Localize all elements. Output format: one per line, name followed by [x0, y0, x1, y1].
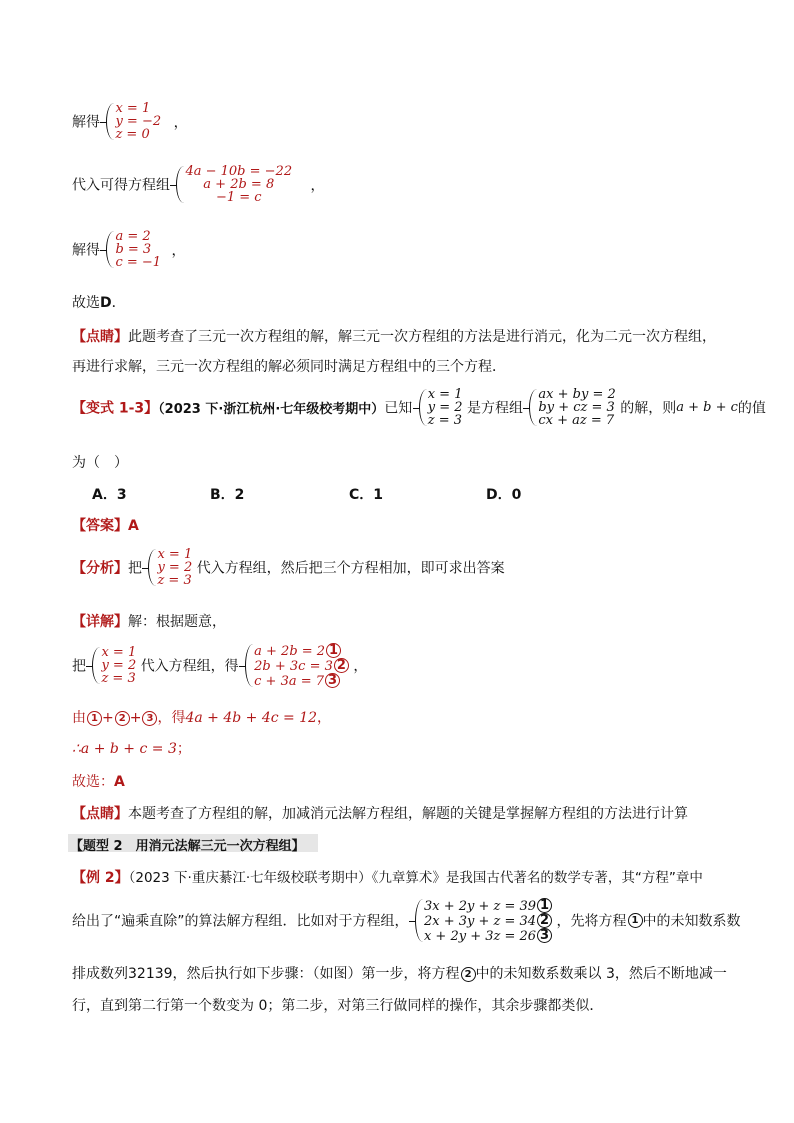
comment-tag: 【点睛】 [72, 806, 128, 822]
system-row: x = 1 [157, 547, 193, 562]
system-row: 4a − 10b = −22 [185, 164, 293, 179]
sum-equation: 4a + 4b + 4c = 12 [185, 710, 318, 726]
circled-number-3: 3 [537, 928, 552, 943]
system-row: y = 2 [101, 658, 137, 673]
sum-mid: ，得 [157, 710, 186, 726]
given-equation-system [527, 388, 615, 427]
sum-end: ， [317, 710, 332, 726]
system-row: z = 3 [101, 671, 136, 686]
circled-number-1: 1 [628, 913, 643, 928]
system-row: z = 3 [427, 413, 462, 428]
circled-number-3: 3 [325, 673, 340, 688]
sum-pre: 由 [72, 710, 86, 726]
system-row: cx + az = 7 [538, 413, 615, 428]
choice-prefix: 故选 [72, 295, 100, 311]
equation-text: 2x + 3y + z = 34 [423, 914, 537, 929]
option-row [0, 484, 794, 504]
system-row [424, 898, 552, 913]
variant-source: （2023 下·浙江杭州·七年级校考期中） [158, 402, 385, 417]
choice-line-2 [72, 771, 125, 791]
topic-label: 【题型 2 用消元法解三元一次方程组】 [70, 839, 305, 854]
detail-equation-system [243, 643, 349, 688]
detail-line-2 [72, 643, 367, 688]
option-a[interactable]: A．3 [92, 487, 127, 503]
circled-number-2: 2 [334, 658, 349, 673]
circled-number-2: 2 [115, 711, 130, 726]
system-row [254, 673, 349, 688]
example-tag: 【例 2】 [72, 870, 129, 886]
system-row: x = 1 [115, 101, 151, 116]
system-row: y = 2 [157, 560, 193, 575]
comment-text: 此题考查了三元一次方程组的解，解三元一次方程组的方法是进行消元，化为二元一次方程组， [128, 329, 716, 345]
system-row [424, 928, 552, 943]
solution-label: 解得 [72, 242, 100, 259]
plus-sign: + [102, 710, 114, 726]
example-equation-system [413, 898, 552, 943]
example-text: 排成数列32139，然后执行如下步骤：（如图）第一步，将方程 [72, 966, 460, 982]
substitution-system [174, 165, 292, 204]
variant-tag: 【变式 1-3】 [72, 400, 159, 417]
choice-line [72, 292, 126, 312]
system-row: by + cz = 3 [538, 400, 615, 415]
choice-prefix: 故选： [72, 774, 114, 790]
variant-after: 的解，则 [620, 400, 677, 417]
equation-text: 3x + 2y + z = 39 [423, 899, 537, 914]
comment-2-line [72, 803, 688, 823]
choice-value: D [100, 295, 112, 311]
given-solution-system [417, 388, 463, 427]
punctuation: ， [310, 177, 325, 194]
system-row [254, 658, 349, 673]
solution-system [104, 230, 161, 269]
variant-line2: 为（ ） [72, 455, 128, 471]
equation-text: a + 2b = 2 [254, 644, 326, 659]
variant-mid: 是方程组 [466, 400, 523, 417]
system-row: −1 = c [215, 190, 262, 205]
solution-label: 解得 [72, 114, 100, 131]
variant-expression: a + b + c [676, 400, 738, 415]
detail-tag: 【详解】 [72, 614, 128, 630]
example-line-4 [72, 995, 603, 1015]
system-row: y = 2 [427, 400, 463, 415]
analysis-system [146, 548, 192, 587]
example-text: 中的未知数系数 [642, 913, 741, 930]
equation-text: x + 2y + 3z = 26 [423, 929, 537, 944]
example-line-3 [72, 963, 727, 983]
analysis-line [72, 548, 505, 587]
system-row [254, 643, 349, 658]
detail-text: 解：根据题意， [128, 614, 226, 630]
comment-text: 再进行求解，三元一次方程组的解必须同时满足方程组中的三个方程． [72, 359, 506, 375]
answer-value: A [128, 518, 139, 534]
analysis-tag: 【分析】 [72, 560, 128, 577]
therefore-equation: ∴a + b + c = 3 [72, 741, 177, 757]
circled-number-3: 3 [142, 711, 157, 726]
example-line-2 [72, 898, 741, 943]
option-c[interactable]: C．1 [349, 487, 384, 503]
system-row: z = 0 [115, 127, 150, 142]
example-text: 给出了“遍乘直除”的算法解方程组．比如对于方程组， [72, 913, 409, 930]
punctuation: ， [173, 114, 188, 131]
circled-number-1: 1 [537, 898, 552, 913]
variant-known: 已知 [384, 400, 413, 417]
system-row: y = −2 [115, 114, 162, 129]
detail-line-1 [72, 611, 226, 631]
system-row: c = −1 [115, 255, 162, 270]
system-row: x = 1 [101, 645, 137, 660]
example-line-1 [72, 866, 703, 887]
system-row: z = 3 [157, 573, 192, 588]
detail-solution-system [90, 646, 136, 685]
solution-line-xyz [72, 102, 188, 141]
substitution-line [72, 165, 325, 204]
therefore-end: ； [176, 741, 191, 757]
equation-text: 2b + 3c = 3 [254, 659, 333, 674]
system-row: a + 2b = 8 [203, 177, 275, 192]
circled-number-2: 2 [537, 913, 552, 928]
analysis-post: 代入方程组，然后把三个方程相加，即可求出答案 [196, 560, 505, 577]
comment-line-1 [72, 326, 716, 346]
plus-sign: + [129, 710, 142, 726]
answer-tag: 【答案】 [72, 518, 128, 534]
system-row: x = 1 [427, 387, 463, 402]
punctuation: ， [171, 242, 186, 259]
equation-text: c + 3a = 7 [254, 674, 325, 689]
option-d[interactable]: D．0 [486, 487, 522, 503]
circled-number-1: 1 [326, 643, 341, 658]
sum-line [72, 707, 331, 727]
solution-line-abc [72, 230, 186, 269]
choice-suffix: ． [111, 295, 126, 311]
example-text: ，先将方程 [556, 913, 627, 930]
circled-number-1: 1 [87, 711, 102, 726]
answer-line [72, 515, 139, 535]
analysis-pre: 把 [128, 560, 142, 577]
example-text: 中的未知数系数乘以 3，然后不断地减一 [475, 966, 727, 982]
system-row: a = 2 [115, 229, 151, 244]
detail-pre: 把 [72, 658, 86, 675]
punctuation: ， [353, 658, 368, 675]
comment-tag: 【点睛】 [72, 329, 128, 345]
topic-heading [70, 835, 305, 854]
choice-value: A [114, 774, 125, 790]
variant-end: 的值 [737, 400, 766, 417]
system-row: ax + by = 2 [538, 387, 616, 402]
example-text: （2023 下·重庆綦江·七年级校联考期中）《九章算术》是我国古代著名的数学专著，其“方程”章中 [128, 870, 703, 886]
circled-number-2: 2 [461, 967, 476, 982]
option-b[interactable]: B．2 [210, 487, 245, 503]
therefore-line [72, 738, 191, 758]
variant-question [72, 388, 766, 427]
system-row: b = 3 [115, 242, 152, 257]
system-row [424, 913, 552, 928]
comment-text: 本题考查了方程组的解，加减消元法解方程组，解题的关键是掌握解方程组的方法进行计算 [128, 806, 688, 822]
substitution-label: 代入可得方程组 [72, 177, 170, 194]
example-text: 行，直到第二行第一个数变为 0；第二步，对第三行做同样的操作，其余步骤都类似． [72, 998, 604, 1014]
solution-system [104, 102, 161, 141]
variant-line-2 [72, 452, 128, 472]
comment-line-2 [72, 356, 506, 376]
detail-mid: 代入方程组，得 [140, 658, 239, 675]
